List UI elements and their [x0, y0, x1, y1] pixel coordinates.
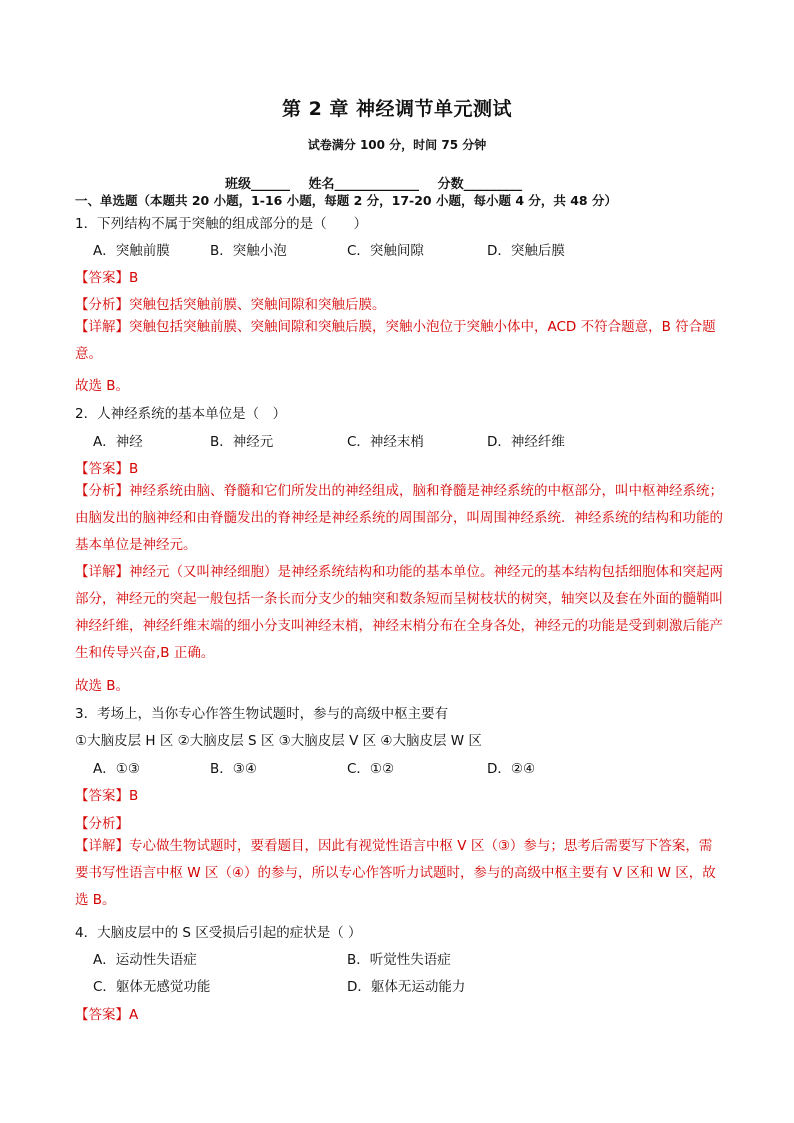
- q4-option-d: D．躯体无运动能力: [347, 979, 466, 995]
- question-3-stem: 3．考场上，当你专心作答生物试题时，参与的高级中枢主要有: [75, 706, 449, 722]
- q2-option-b: B．神经元: [210, 434, 274, 450]
- q1-option-b: B．突触小泡: [210, 243, 287, 259]
- q3-detail: 【详解】专心做生物试题时，要看题目，因此有视觉性语言中枢 V 区（③）参与；思考后需要写下答案，需要书写性语言中枢 W 区（④）的参与，所以专心作答听力试题时，参与的高级中枢主要有 V 区和 W 区，故选 B。: [75, 838, 716, 908]
- question-2-stem: 2．人神经系统的基本单位是（ ）: [75, 406, 287, 422]
- q3-option-d: D．②④: [487, 761, 536, 777]
- q2-option-a: A．神经: [93, 434, 143, 450]
- q2-option-c: C．神经末梢: [347, 434, 424, 450]
- q4-answer: 【答案】A: [75, 1007, 139, 1023]
- q2-conclusion: 故选 B。: [75, 678, 130, 694]
- q3-option-c: C．①②: [347, 761, 395, 777]
- q3-option-b: B．③④: [210, 761, 257, 777]
- q4-option-a: A．运动性失语症: [93, 952, 197, 968]
- q1-detail: 【详解】突触包括突触前膜、突触间隙和突触后膜，突触小泡位于突触小体中，ACD 不符合题意，B 符合题意。: [75, 319, 716, 362]
- question-1-stem: 1．下列结构不属于突触的组成部分的是（ ）: [75, 216, 368, 232]
- q1-option-c: C．突触间隙: [347, 243, 424, 259]
- q3-option-a: A．①③: [93, 761, 140, 777]
- q3-answer: 【答案】B: [75, 788, 139, 804]
- q2-detail: 【详解】神经元（又叫神经细胞）是神经系统结构和功能的基本单位。神经元的基本结构包括细胞体和突起两部分，神经元的突起一般包括一条长而分支少的轴突和数条短而呈树枝状的树突，轴突以及套在外面的髓鞘叫神经纤维，神经纤维末端的细小分支叫神经末梢，神经末梢分布在全身各处，神经元的功能是受到刺激后能产生和传导兴奋,B 正确。: [75, 564, 723, 661]
- score-field[interactable]: 分数_________: [437, 177, 523, 192]
- q2-option-d: D．神经纤维: [487, 434, 565, 450]
- name-field[interactable]: 姓名_____________: [308, 177, 420, 192]
- q4-option-c: C．躯体无感觉功能: [93, 979, 211, 995]
- q2-analysis: 【分析】神经系统由脑、脊髓和它们所发出的神经组成，脑和脊髓是神经系统的中枢部分，叫中枢神经系统；由脑发出的脑神经和由脊髓发出的脊神经是神经系统的周围部分，叫周围神经系统．神经系统的结构和功能的基本单位是神经元。: [75, 483, 723, 553]
- q1-option-d: D．突触后膜: [487, 243, 565, 259]
- question-4-stem: 4．大脑皮层中的 S 区受损后引起的症状是（ ）: [75, 925, 362, 941]
- q1-option-a: A．突触前膜: [93, 243, 170, 259]
- q1-answer: 【答案】B: [75, 270, 139, 286]
- section-heading: 一、单选题（本题共 20 小题，1-16 小题，每题 2 分，17-20 小题，每小题 4 分，共 48 分）: [75, 193, 617, 208]
- page-title: 第 2 章 神经调节单元测试: [281, 98, 513, 120]
- q3-analysis: 【分析】: [75, 816, 129, 832]
- q1-conclusion: 故选 B。: [75, 378, 130, 394]
- q1-analysis: 【分析】突触包括突触前膜、突触间隙和突触后膜。: [75, 297, 386, 313]
- q2-answer: 【答案】B: [75, 461, 139, 477]
- q4-option-b: B．听觉性失语症: [347, 952, 451, 968]
- exam-subtitle: 试卷满分 100 分，时间 75 分钟: [307, 138, 487, 152]
- student-info-line: [225, 173, 536, 192]
- class-field[interactable]: 班级______: [225, 177, 291, 192]
- question-3-items: ①大脑皮层 H 区 ②大脑皮层 S 区 ③大脑皮层 V 区 ④大脑皮层 W 区: [75, 733, 482, 749]
